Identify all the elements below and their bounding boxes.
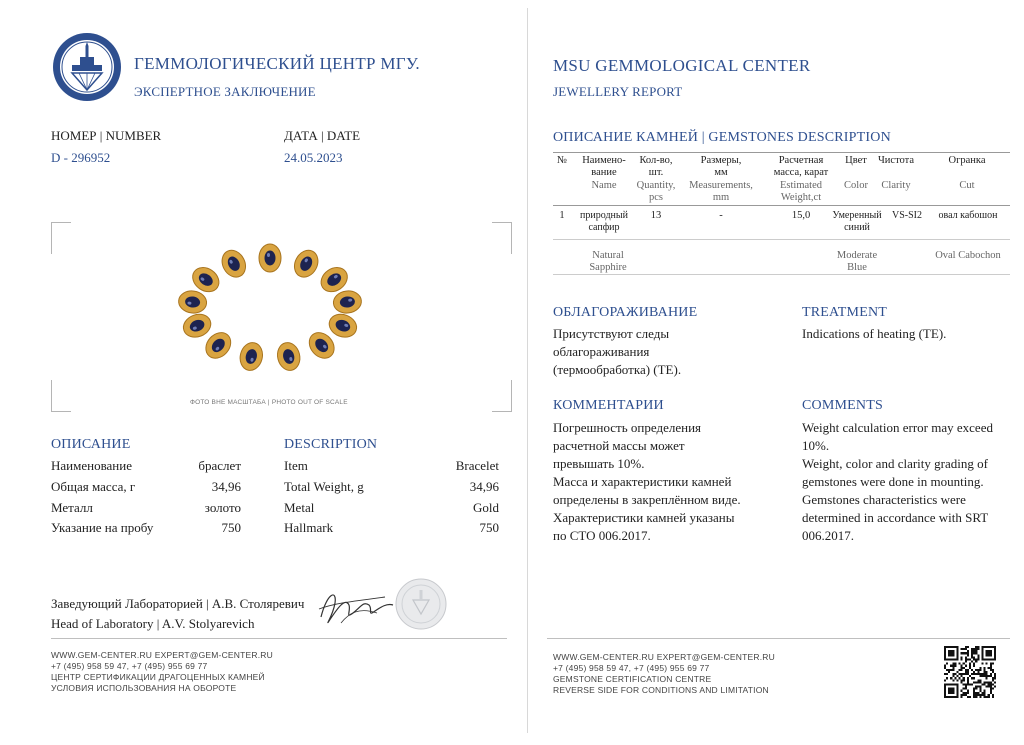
treatment-ru-line: облагораживания — [553, 344, 650, 359]
th-cut-en: Cut — [959, 180, 975, 191]
comments-ru-line: Погрешность определения — [553, 420, 702, 435]
desc-ru-value: золото — [204, 500, 241, 515]
desc-ru-value: 34,96 — [211, 479, 241, 494]
comments-ru-text — [553, 419, 741, 545]
desc-en-row-metal — [284, 500, 499, 516]
th-meas-ru: Размеры, мм — [700, 155, 742, 178]
td-no: 1 — [559, 210, 565, 221]
number-label: НОМЕР | NUMBER — [51, 128, 162, 143]
th-clarity-en: Clarity — [881, 180, 911, 191]
footer-right — [553, 652, 775, 696]
gemstones-title: ОПИСАНИЕ КАМНЕЙ | GEMSTONES DESCRIPTION — [553, 130, 891, 145]
footer-divider-right — [547, 638, 1010, 639]
bracelet-link — [177, 289, 207, 314]
desc-ru-row-metal — [51, 500, 241, 516]
head-of-lab-en: Head of Laboratory | A.V. Stolyarevich — [51, 616, 255, 631]
footer-line: ЦЕНТР СЕРТИФИКАЦИИ ДРАГОЦЕННЫХ КАМНЕЙ — [51, 672, 265, 682]
page-fold — [527, 8, 528, 733]
comments-ru-line: Масса и характеристики камней — [553, 474, 732, 489]
bracelet-link — [218, 246, 250, 281]
comments-en-line: determined in accordance with SRT — [802, 510, 989, 525]
th-qty-en: Quantity, pcs — [636, 180, 676, 203]
footer-line: +7 (495) 958 59 47, +7 (495) 955 69 77 — [51, 661, 208, 671]
org-subtitle-en: JEWELLERY REPORT — [553, 84, 683, 99]
th-name-en: Name — [591, 180, 617, 191]
treatment-ru-text — [553, 325, 681, 379]
desc-ru-row-item — [51, 458, 241, 474]
td-cut-ru: овал кабошон — [938, 210, 998, 221]
desc-ru-label: Указание на пробу — [51, 520, 154, 535]
td-color-en: Moderate Blue — [836, 250, 878, 273]
comments-en-line: gemstones were done in mounting. — [802, 474, 984, 489]
td-weight: 15,0 — [791, 210, 811, 221]
desc-ru-value: браслет — [198, 458, 241, 473]
org-subtitle-ru: ЭКСПЕРТНОЕ ЗАКЛЮЧЕНИЕ — [134, 84, 316, 99]
td-color-ru: Умеренный синий — [832, 210, 882, 233]
desc-en-label: Item — [284, 458, 308, 473]
frame-corner-tl — [51, 222, 71, 254]
desc-ru-value: 750 — [221, 520, 241, 535]
footer-line: УСЛОВИЯ ИСПОЛЬЗОВАНИЯ НА ОБОРОТЕ — [51, 683, 237, 693]
comments-en-text — [802, 419, 993, 545]
th-weight-ru: Расчетная масса, карат — [773, 155, 829, 178]
desc-en-row-hallmark — [284, 520, 499, 536]
desc-en-label: Metal — [284, 500, 315, 515]
td-name-en: Natural Sapphire — [589, 250, 627, 273]
signature — [315, 583, 397, 629]
bracelet-link — [332, 289, 362, 314]
comments-en-line: 10%. — [802, 438, 830, 453]
footer-line: REVERSE SIDE FOR CONDITIONS AND LIMITATION — [553, 685, 769, 695]
desc-en-row-item — [284, 458, 499, 474]
th-color-ru: Цвет — [845, 155, 867, 166]
footer-line: WWW.GEM-CENTER.RU EXPERT@GEM-CENTER.RU — [51, 650, 273, 660]
th-color-en: Color — [844, 180, 868, 191]
th-no: № — [556, 155, 568, 166]
desc-ru-label: Наименование — [51, 458, 132, 473]
th-name-ru: Наимено- вание — [582, 155, 626, 178]
th-qty-ru: Кол-во, шт. — [639, 155, 673, 178]
bracelet-link — [237, 340, 265, 372]
bracelet-link — [326, 310, 360, 341]
td-qty: 13 — [650, 210, 662, 221]
date-value: 24.05.2023 — [284, 150, 343, 165]
th-meas-en: Measurements, mm — [689, 180, 753, 203]
td-cut-en: Oval Cabochon — [935, 250, 1001, 261]
treatment-ru-title: ОБЛАГОРАЖИВАНИЕ — [553, 305, 698, 320]
bracelet-link — [290, 246, 322, 281]
comments-en-line: Weight calculation error may exceed — [802, 420, 993, 435]
comments-ru-line: Характеристики камней указаны — [553, 510, 735, 525]
td-name-ru: природный сапфир — [580, 210, 628, 233]
desc-en-label: Hallmark — [284, 520, 334, 535]
th-weight-en: Estimated Weight,ct — [780, 180, 822, 203]
description-en-title: DESCRIPTION — [284, 437, 378, 452]
msu-logo-icon — [52, 32, 122, 102]
table-row-rule — [553, 239, 1010, 240]
comments-ru-line: определены в закреплённом виде. — [553, 492, 741, 507]
table-bottom-rule — [553, 274, 1010, 275]
comments-en-line: Weight, color and clarity grading of — [802, 456, 988, 471]
org-title-ru: ГЕММОЛОГИЧЕСКИЙ ЦЕНТР МГУ. — [134, 54, 420, 73]
table-top-rule — [553, 152, 1010, 153]
td-clarity: VS-SI2 — [891, 210, 922, 221]
qr-code-icon — [944, 646, 996, 698]
comments-ru-line: расчетной массы может — [553, 438, 685, 453]
th-clarity-ru: Чистота — [877, 155, 915, 166]
desc-en-value: Bracelet — [455, 458, 499, 473]
number-value: D - 296952 — [51, 150, 111, 165]
comments-en-title: COMMENTS — [802, 398, 883, 413]
footer-line: GEMSTONE CERTIFICATION CENTRE — [553, 674, 712, 684]
desc-ru-row-weight — [51, 479, 241, 495]
treatment-ru-line: Присутствуют следы — [553, 326, 670, 341]
desc-en-value: 34,96 — [469, 479, 499, 494]
comments-en-line: 006.2017. — [802, 528, 854, 543]
desc-en-value: 750 — [479, 520, 499, 535]
seal-stamp-icon — [395, 578, 447, 630]
treatment-en-line: Indications of heating (TE). — [802, 326, 947, 341]
comments-ru-title: КОММЕНТАРИИ — [553, 398, 664, 413]
footer-line: +7 (495) 958 59 47, +7 (495) 955 69 77 — [553, 663, 710, 673]
bracelet-link — [275, 340, 303, 372]
photo-caption: ФОТО ВНЕ МАСШТАБА | PHOTO OUT OF SCALE — [190, 399, 348, 406]
treatment-en-title: TREATMENT — [802, 305, 888, 320]
frame-corner-bl — [51, 380, 71, 412]
frame-corner-br — [492, 380, 512, 412]
td-meas: - — [719, 210, 723, 221]
desc-ru-label: Общая масса, г — [51, 479, 136, 494]
org-title-en: MSU GEMMOLOGICAL CENTER — [553, 56, 811, 75]
desc-ru-label: Металл — [51, 500, 93, 515]
desc-ru-row-hallmark — [51, 520, 241, 536]
description-ru-title: ОПИСАНИЕ — [51, 437, 131, 452]
desc-en-value: Gold — [473, 500, 499, 515]
table-header-rule — [553, 205, 1010, 206]
footer-line: WWW.GEM-CENTER.RU EXPERT@GEM-CENTER.RU — [553, 652, 775, 662]
footer-left — [51, 650, 273, 694]
head-of-lab-ru: Заведующий Лабораторией | А.В. Столяревич — [51, 596, 305, 611]
bracelet-link — [259, 244, 281, 272]
bracelet-photo — [170, 240, 370, 380]
bracelet-link — [180, 310, 214, 341]
treatment-en-text — [802, 325, 946, 343]
desc-en-label: Total Weight, g — [284, 479, 364, 494]
treatment-ru-line: (термообработка) (TE). — [553, 362, 682, 377]
th-cut-ru: Огранка — [948, 155, 986, 166]
footer-divider-left — [51, 638, 507, 639]
comments-en-line: Gemstones characteristics were — [802, 492, 966, 507]
date-label: ДАТА | DATE — [284, 128, 361, 143]
frame-corner-tr — [492, 222, 512, 254]
comments-ru-line: превышать 10%. — [553, 456, 645, 471]
comments-ru-line: по СТО 006.2017. — [553, 528, 651, 543]
desc-en-row-weight — [284, 479, 499, 495]
